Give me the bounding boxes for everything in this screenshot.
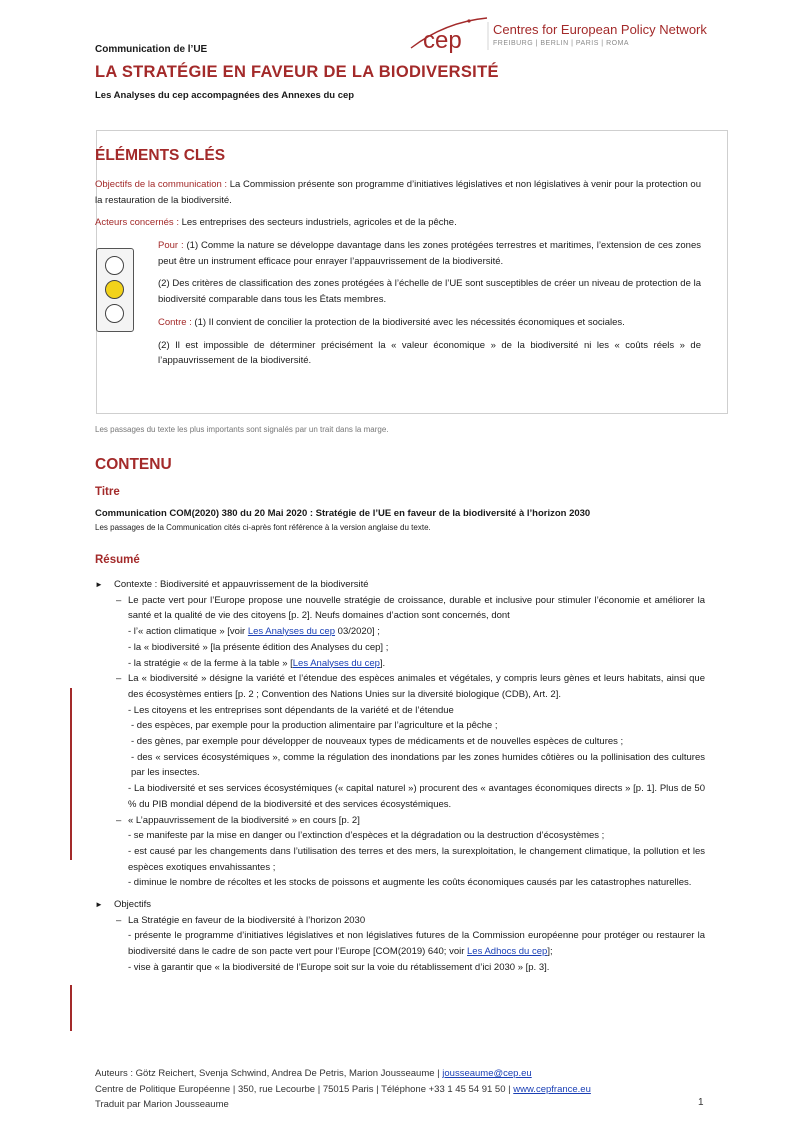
pour-1: [158, 238, 701, 269]
list-item: - la « biodiversité » [la présente édition des Analyses du cep] ;: [128, 641, 389, 653]
list-item: – Le pacte vert pour l’Europe propose une nouvelle stratégie de croissance, durable et inclusive pour stimuler l’économie et améliorer la santé et la qualité de vie des citoyens [p. 2]. Neufs domaines d’action sont concernés, dont: [116, 594, 705, 622]
triangle-bullet-icon: ►: [95, 580, 103, 589]
list-item: - vise à garantir que « la biodiversité de l’Europe soit sur la voie du rétablissement d’ici 2030 » [p. 3].: [128, 961, 550, 973]
key-points-title: ÉLÉMENTS CLÉS: [95, 147, 226, 164]
pour-1-text: (1) Comme la nature se développe davantage dans les zones protégées terrestres et maritimes, l’extension de ces zones peut être un instrument efficace pour enrayer l’appauvrissement de la biodiversité.: [158, 240, 701, 267]
triangle-bullet-icon: ►: [95, 900, 103, 910]
pros-cons-section: [158, 238, 701, 376]
contre-1: [158, 315, 701, 331]
list-item: - la stratégie « de la ferme à la table » [Les Analyses du cep].: [128, 657, 386, 669]
list-item: - des espèces, par exemple pour la production alimentaire par l’agriculture et la pêche ;: [131, 720, 498, 732]
pour-label: Pour :: [158, 240, 184, 251]
margin-note: Les passages du texte les plus importants sont signalés par un trait dans la marge.: [95, 425, 389, 434]
list-item: - des « services écosystémiques », comme la régulation des inondations par les zones humides côtières ou la pollinisation des cultures par les insectes.: [131, 751, 705, 779]
lamp-top: [105, 256, 124, 275]
list-item: – « L’appauvrissement de la biodiversité » en cours [p. 2]: [95, 813, 705, 829]
actors-text: Les entreprises des secteurs industriels, agricoles et de la pêche.: [178, 217, 457, 228]
logo-name: Centres for European Policy Network: [493, 22, 707, 37]
margin-bar: [70, 985, 72, 1031]
title-heading: Titre: [95, 486, 120, 498]
list-item: ► Contexte : Biodiversité et appauvrissement de la biodiversité: [95, 577, 705, 593]
list-item: - diminue le nombre de récoltes et les stocks de poissons et augmente les coûts économiques causés par les catastrophes naturelles.: [128, 877, 692, 889]
actors-label: Acteurs concernés :: [95, 217, 179, 228]
list-item: - est causé par les changements dans l’utilisation des terres et des mers, la surexploitation, le changement climatique, la pollution et les espèces exotiques envahissantes ;: [128, 845, 705, 873]
contre-label: Contre :: [158, 316, 192, 328]
pour-2: (2) Des critères de classification des zones protégées à l’échelle de l’UE sont susceptibles de créer un niveau de protection de la biodiversité comparable dans tous les États membres.: [158, 278, 701, 306]
dash-bullet-icon: –: [116, 594, 122, 606]
list-item: - des gènes, par exemple pour développer de nouveaux types de médicaments et de nouvelles espèces de cultures ;: [131, 736, 624, 748]
cep-adhoc-link[interactable]: Les Adhocs du cep: [467, 946, 548, 958]
cep-analysis-link[interactable]: Les Analyses du cep: [247, 626, 336, 638]
dash-bullet-icon: –: [116, 814, 122, 826]
document-kind: Communication de l’UE: [95, 44, 208, 55]
objectives-label: Objectifs de la communication :: [95, 179, 228, 190]
dash-bullet-icon: –: [116, 673, 122, 685]
traffic-light-icon: [96, 248, 134, 332]
communication-note: Les passages de la Communication cités ci-après font référence à la version anglaise du texte.: [95, 523, 431, 532]
logo-text: cep: [423, 27, 462, 54]
communication-title: Communication COM(2020) 380 du 20 Mai 2020 : Stratégie de l’UE en faveur de la biodiversité à l’horizon 2030: [95, 508, 591, 519]
contre-1-text: (1) Il convient de concilier la protection de la biodiversité avec les nécessités économiques et sociales.: [191, 316, 625, 328]
email-link[interactable]: jousseaume@cep.eu: [442, 1068, 532, 1079]
page-title: LA STRATÉGIE EN FAVEUR DE LA BIODIVERSITÉ: [95, 63, 499, 81]
list-item: – La « biodiversité » désigne la variété et l’étendue des espèces animales et végétales, y compris leurs gènes et leurs habitats, ainsi que des écosystèmes entiers [p. 2 ; Convention des Nations Unies sur la diversité biologique (CDB), Art. 2].: [116, 673, 705, 700]
translator-line: Traduit par Marion Jousseaume: [95, 1099, 229, 1110]
cep-analysis-link[interactable]: Les Analyses du cep: [292, 657, 380, 669]
list-item: ► Objectifs: [95, 897, 705, 913]
footer: [95, 1066, 591, 1113]
list-item: – La Stratégie en faveur de la biodiversité à l’horizon 2030: [95, 913, 705, 929]
list-item: - présente le programme d’initiatives législatives et non législatives futures de la Commission européenne pour protéger ou restaurer la biodiversité dans le cadre de son pacte vert pour l’Europe [COM(2019) 640; voir Les Adhocs du cep];: [128, 930, 705, 958]
website-link[interactable]: www.cepfrance.eu: [513, 1083, 591, 1095]
list-item: - La biodiversité et ses services écosystémiques (« capital naturel ») procurent des « avantages économiques directs » [p. 1]. Plus de 50 % du PIB mondial dépend de la biodiversité et des services écosystémiques.: [128, 783, 705, 810]
authors-line: Auteurs : Götz Reichert, Svenja Schwind, Andrea De Petris, Marion Jousseaume | jousseaume@cep.eu: [95, 1068, 532, 1079]
summary-list: [95, 577, 705, 976]
lamp-middle-lit: [105, 280, 124, 299]
page-subtitle: Les Analyses du cep accompagnées des Annexes du cep: [95, 90, 355, 101]
lamp-bottom: [105, 304, 124, 323]
list-item: - se manifeste par la mise en danger ou l’extinction d’espèces et la dégradation ou la destruction d’écosystèmes ;: [128, 830, 605, 842]
actors-paragraph: [95, 215, 701, 231]
content-heading: CONTENU: [95, 456, 172, 473]
address-line: Centre de Politique Européenne | 350, rue Lecourbe | 75015 Paris | Téléphone +33 1 45 54 91 50 | www.cepfrance.eu: [95, 1083, 591, 1095]
list-item: - Les citoyens et les entreprises sont dépendants de la variété et de l’étendue: [128, 704, 454, 716]
contre-2: (2) Il est impossible de déterminer précisément la « valeur économique » de la biodiversité ni les « coûts réels » de l’appauvrissement de la biodiversité.: [158, 339, 701, 367]
objectives-text: La Commission présente son programme d’initiatives législatives et non législatives à venir pour la protection ou la restauration de la biodiversité.: [95, 179, 701, 206]
dash-bullet-icon: –: [116, 914, 122, 926]
page-number: 1: [698, 1097, 704, 1108]
summary-heading: Résumé: [95, 554, 140, 566]
margin-bar: [70, 688, 72, 860]
logo-cities: FREIBURG | BERLIN | PARIS | ROMA: [493, 40, 630, 47]
objectives-paragraph: [95, 177, 701, 208]
list-item: - l’« action climatique » [voir Les Analyses du cep 03/2020] ;: [128, 626, 380, 638]
